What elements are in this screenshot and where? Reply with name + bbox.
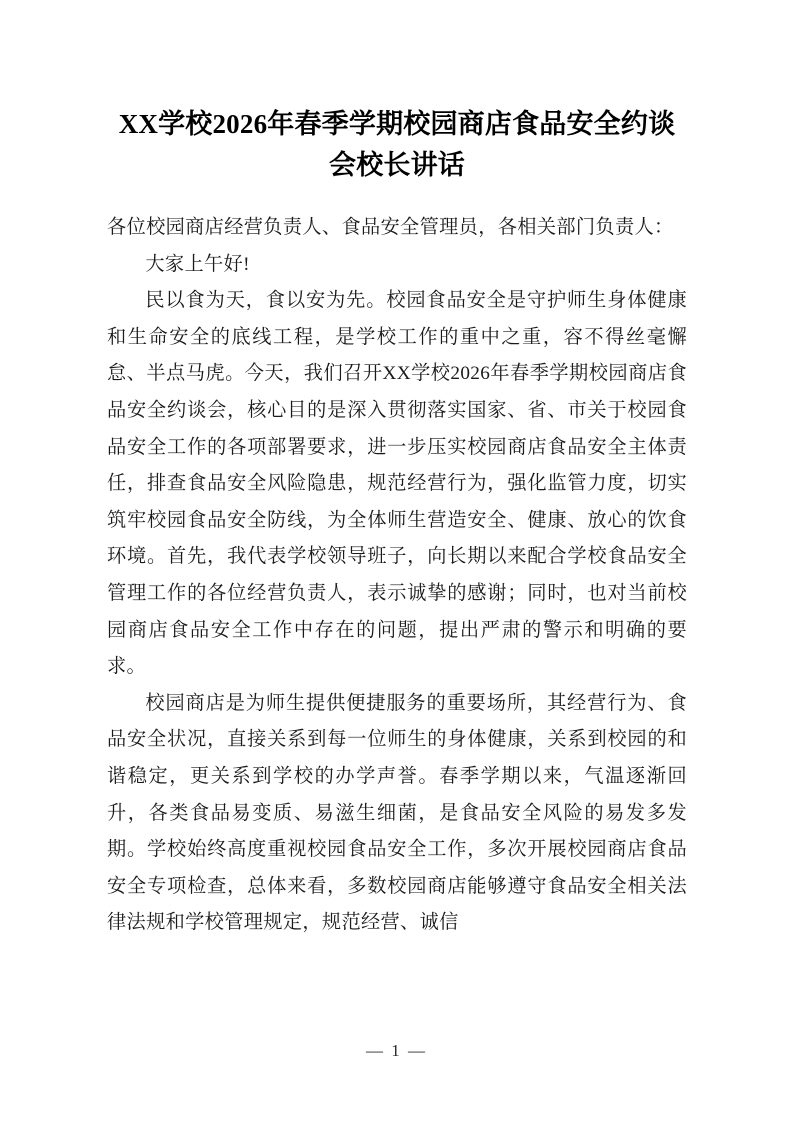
- page-number: — 1 —: [366, 1041, 427, 1060]
- paragraph-opening: 民以食为天，食以安为先。校园食品安全是守护师生身体健康和生命安全的底线工程，是学校工作的重中之重，容不得丝毫懈怠、半点马虎。今天，我们召开XX学校2026年春季学期校园商店食品安全约谈会，核心目的是深入贯彻落实国家、省、市关于校园食品安全工作的各项部署要求，进一步压实校园商店食品安全主体责任，排查食品安全风险隐患，规范经营行为，强化监管力度，切实筑牢校园食品安全防线，为全体师生营造安全、健康、放心的饮食环境。首先，我代表学校领导班子，向长期以来配合学校食品安全管理工作的各位经营负责人，表示诚挚的感谢；同时，也对当前校园商店食品安全工作中存在的问题，提出严肃的警示和明确的要求。: [107, 290, 687, 678]
- page-content: [107, 0, 687, 942]
- paragraph-greeting: 大家上午好!: [145, 253, 250, 275]
- document-body: [107, 210, 687, 942]
- paragraph-section-one: 校园商店是为师生提供便捷服务的重要场所，其经营行为、食品安全状况，直接关系到每一位师生的身体健康，关系到校园的和谐稳定，更关系到学校的办学声誉。春季学期以来，气温逐渐回升，各类食品易变质、易滋生细菌，是食品安全风险的易发多发期。学校始终高度重视校园食品安全工作，多次开展校园商店食品安全专项检查，总体来看，多数校园商店能够遵守食品安全相关法律法规和学校管理规定，规范经营、诚信: [107, 692, 687, 934]
- page-title: XX学校2026年春季学期校园商店食品安全约谈会校长讲话: [118, 109, 676, 180]
- paragraph-salutation: 各位校园商店经营负责人、食品安全管理员，各相关部门负责人：: [107, 217, 674, 238]
